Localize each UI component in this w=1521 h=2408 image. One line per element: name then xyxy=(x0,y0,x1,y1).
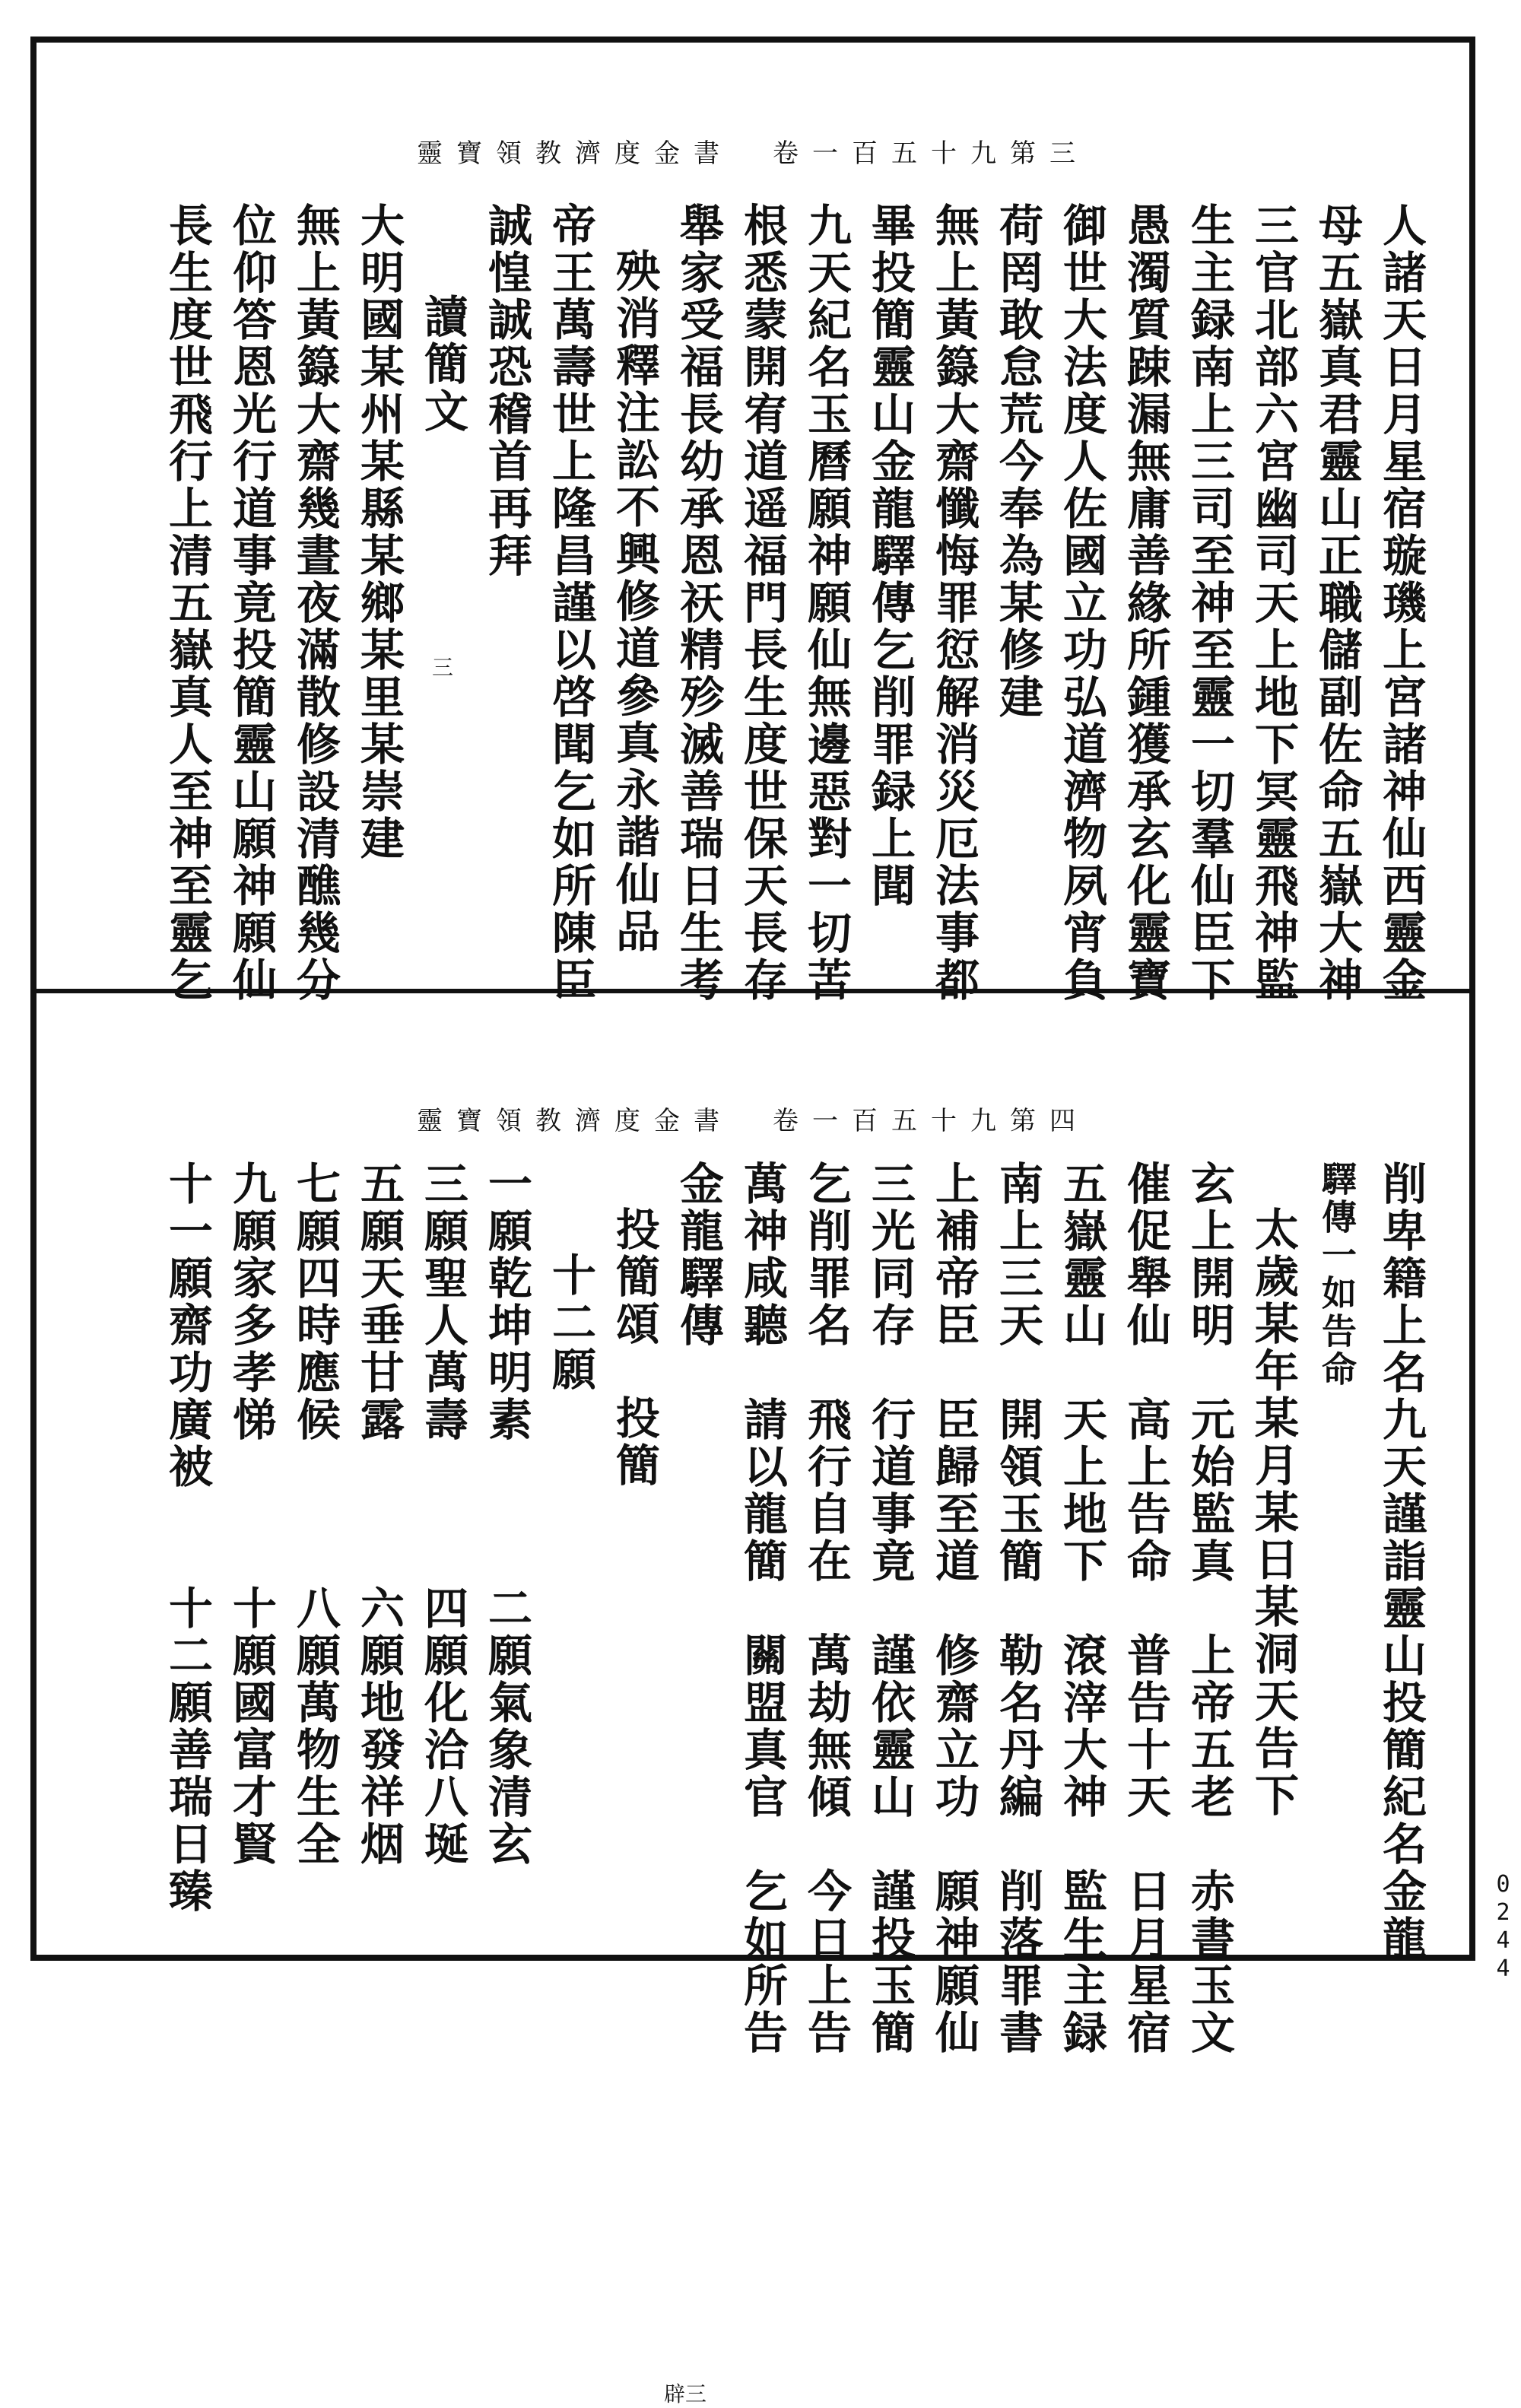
text-column: 三願聖人萬壽 四願化洽八埏 xyxy=(417,1161,468,1868)
text-column: 削卑籍上名九天謹詣靈山投簡紀名金龍 xyxy=(1375,1161,1427,1962)
page-top xyxy=(37,43,1469,1004)
running-header-top: 靈寶領教濟度金書 卷一百五十九第三 xyxy=(417,138,1089,169)
text-column: 催促舉仙 高上告命 普告十天 日月星宿 xyxy=(1119,1161,1171,2057)
text-column: 七願四時應候 八願萬物生全 xyxy=(289,1161,341,1868)
text-column: 上補帝臣 臣歸至道 修齋立功 願神願仙 xyxy=(928,1161,980,2057)
text-column: 五願天垂甘露 六願地發祥烟 xyxy=(353,1161,405,1868)
text-column: 乞削罪名 飛行自在 萬劫無傾 今日上告 xyxy=(800,1161,852,2057)
text-column: 荷罔敢怠荒今奉為某修建 xyxy=(992,202,1043,721)
folio-mark-top: 三 xyxy=(432,655,454,680)
text-column: 無上黃籙大齋懺悔罪愆解消災厄法事都 xyxy=(928,202,980,1004)
text-columns-top xyxy=(155,202,1433,1004)
text-column: 人諸天日月星宿璇璣上宮諸神仙西靈金 xyxy=(1375,202,1427,1004)
folio-mark-bottom: 辟三 xyxy=(664,2381,707,2406)
text-column: 九願家多孝悌 十願國富才賢 xyxy=(225,1161,277,1868)
text-column: 十一願齋功廣被 十二願善瑞日臻 xyxy=(161,1161,213,1915)
text-column: 讀簡文 xyxy=(417,294,468,435)
text-column: 位仰答恩光行道事竟投簡靈山願神願仙 xyxy=(225,202,277,1004)
text-column: 長生度世飛行上清五嶽真人至神至靈乞 xyxy=(161,202,213,1004)
text-column: 御世大法度人佐國立功弘道濟物夙宵負 xyxy=(1056,202,1107,1004)
page-number: 0244 xyxy=(1490,1871,1516,1984)
text-column: 無上黃籙大齋幾晝夜滿散修設清醮幾分 xyxy=(289,202,341,1004)
text-column: 萬神咸聽 請以龍簡 關盟真官 乞如所告 xyxy=(736,1161,788,2057)
text-column: 驛傳一如告命 xyxy=(1316,1161,1357,1389)
text-column: 舉家受福長幼承恩祆精殄滅善瑞日生考 xyxy=(672,202,724,1004)
text-column: 南上三天 開領玉簡 勒名丹編 削落罪書 xyxy=(992,1161,1043,2057)
text-column: 帝王萬壽世上隆昌謹以啓聞乞如所陳臣 xyxy=(545,202,596,1004)
text-column: 九天紀名玉曆願神願仙無邊惡對一切苦 xyxy=(800,202,852,1004)
text-column: 三光同存 行道事竟 謹依靈山 謹投玉簡 xyxy=(864,1161,916,2057)
text-column: 大明國某州某縣某鄉某里某崇建 xyxy=(353,202,405,862)
text-column: 玄上開明 元始監真 上帝五老 赤書玉文 xyxy=(1183,1161,1235,2057)
text-column: 生主録南上三司至神至靈一切羣仙臣下 xyxy=(1183,202,1235,1004)
text-columns-bottom xyxy=(155,1161,1433,2057)
text-column: 十二願 xyxy=(545,1252,596,1393)
text-column: 根悉蒙開宥道遥福門長生度世保天長存 xyxy=(736,202,788,1004)
text-column: 誠惶誠恐稽首再拜 xyxy=(481,202,532,580)
text-column: 一願乾坤明素 二願氣象清玄 xyxy=(481,1161,532,1868)
text-column: 三官北部六宮幽司天上地下冥靈飛神監 xyxy=(1247,202,1299,1004)
text-column: 五嶽靈山 天上地下 滾滓大神 監生主録 xyxy=(1056,1161,1107,2057)
text-column: 母五嶽真君靈山正職儲副佐命五嶽大神 xyxy=(1311,202,1363,1004)
text-column: 投簡頌 投簡 xyxy=(608,1206,660,1489)
text-column: 殃消釋注訟不興修道參真永諧仙品 xyxy=(608,248,660,955)
text-column: 金龍驛傳 xyxy=(672,1161,724,1349)
text-column: 畢投簡靈山金龍驛傳乞削罪録上聞 xyxy=(864,202,916,910)
page-bottom xyxy=(37,993,1469,2406)
running-header-bottom: 靈寶領教濟度金書 卷一百五十九第四 xyxy=(417,1106,1089,1136)
page-frame xyxy=(30,37,1475,2406)
text-column: 太歲某年某月某日某洞天告下 xyxy=(1247,1206,1299,1819)
text-column: 愚濁質踈漏無庸善緣所鍾獲承玄化靈寶 xyxy=(1119,202,1171,1004)
